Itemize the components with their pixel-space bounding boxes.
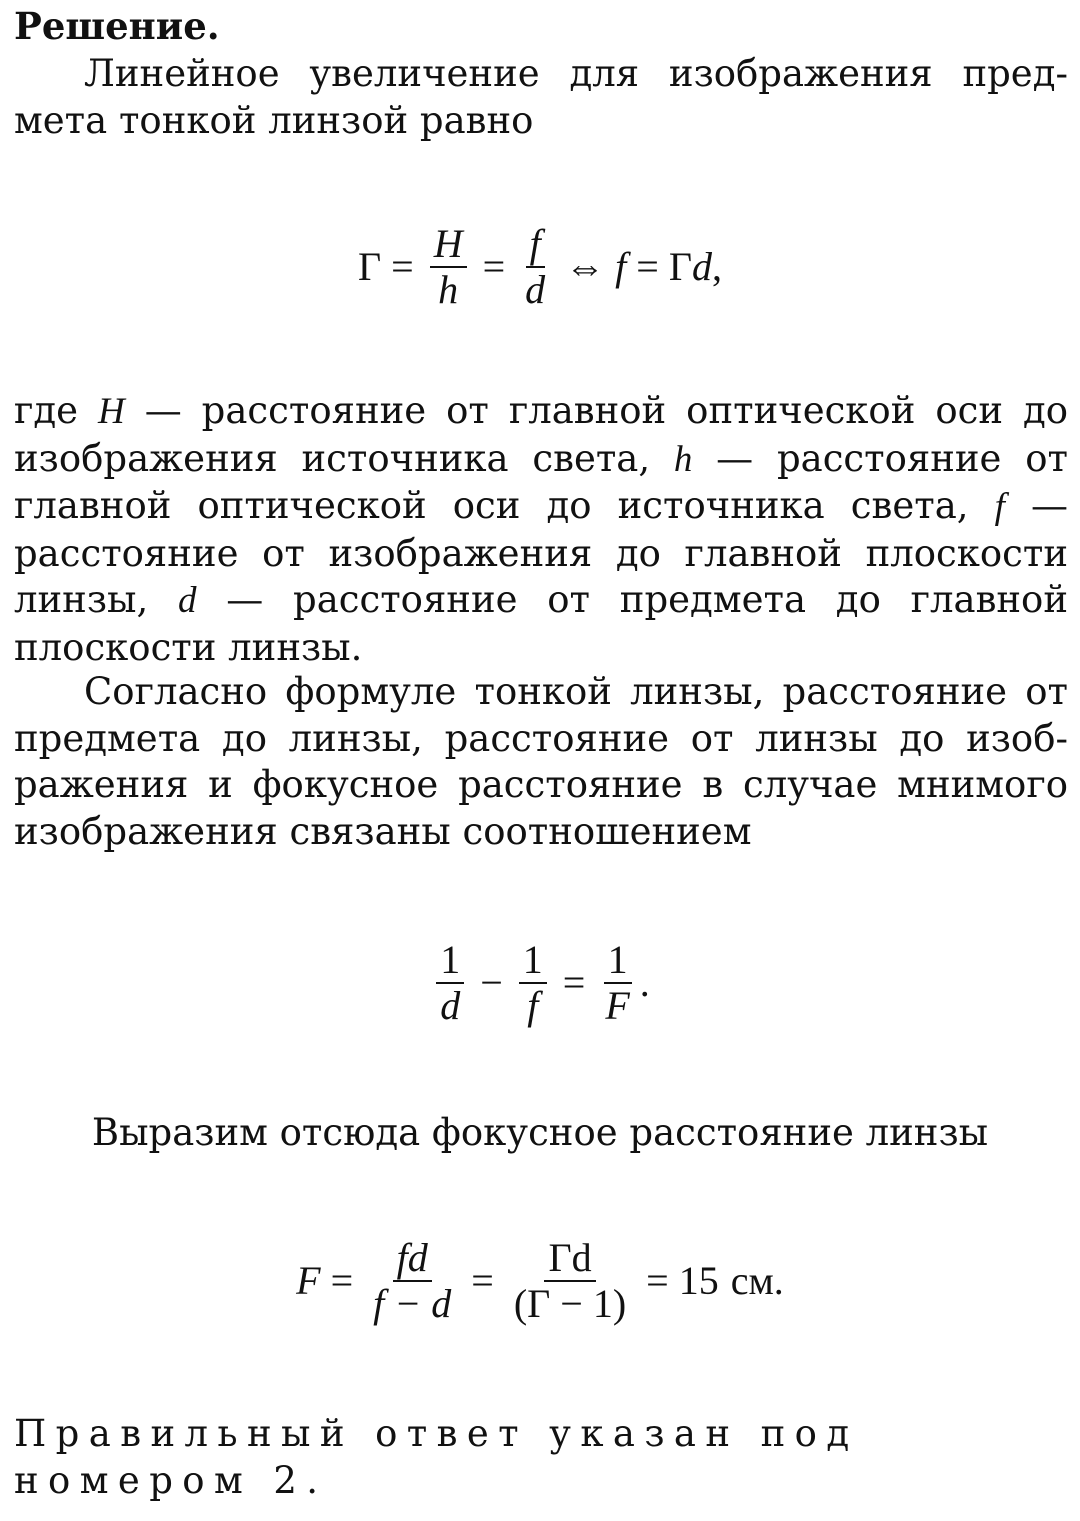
var-f: f <box>615 244 627 289</box>
gamma-symbol: Γ <box>358 244 382 289</box>
equals-sign: = <box>636 244 659 289</box>
var-d: d <box>177 580 197 621</box>
numerator-one: 1 <box>436 938 464 984</box>
paragraph-definitions <box>14 388 1068 671</box>
paragraph-express-focal: Выразим отсюда фокусное расстояние линзы <box>91 1111 989 1154</box>
denominator-h: h <box>438 267 459 312</box>
equals-sign: = <box>330 1258 354 1303</box>
solution-heading: Решение. <box>14 4 220 48</box>
var-H: H <box>98 391 125 432</box>
gamma-symbol: Γ <box>668 244 692 289</box>
numerator-one: 1 <box>519 938 547 984</box>
paragraph-magnification: Линейное увеличение для изображения пред-мета тонкой линзой равно <box>14 52 1068 142</box>
text-segment: — расстояние от предмета до главной плоскости линзы. <box>14 578 1068 669</box>
formula-focal-length <box>0 1236 1080 1326</box>
numerator-H: H <box>430 222 467 268</box>
var-f: f <box>994 486 1005 527</box>
paragraph-thin-lens: Согласно формуле тонкой линзы, расстояние от предмета до линзы, расстояние от линзы до изоб-ражения и фокусное расстояние в случае мнимого изображения связаны соотношением <box>14 670 1068 853</box>
denominator-gamma-minus-1: (Γ − 1) <box>513 1281 627 1326</box>
fraction-gamma-d-over-gamma-minus-1 <box>510 1236 630 1326</box>
numerator-f: f <box>526 222 545 268</box>
text-segment: — расстояние от изображения до главной плоскости линзы, <box>14 484 1069 621</box>
denominator-d: d <box>525 267 546 312</box>
numerator-gamma-d: Γd <box>544 1236 595 1282</box>
result-unit: см. <box>730 1258 784 1303</box>
period: . <box>639 960 650 1005</box>
answer-line: Правильный ответ указан под номером 2. <box>14 1412 859 1502</box>
text-segment: где <box>14 389 99 432</box>
text-segment: — расстояние от главной оптической оси до источника света, <box>14 436 1068 527</box>
numerator-fd: fd <box>393 1236 432 1282</box>
denominator-d: d <box>440 983 461 1028</box>
equals-sign: = <box>471 1258 494 1303</box>
fraction-1-over-d <box>436 938 464 1028</box>
numerator-one: 1 <box>604 938 632 984</box>
var-F: F <box>296 1258 321 1303</box>
fraction-1-over-f <box>519 938 547 1028</box>
equals-sign: = <box>391 244 414 289</box>
denominator-F: F <box>605 983 630 1028</box>
formula-magnification <box>0 222 1080 312</box>
result-value: 15 <box>678 1258 719 1303</box>
equals-sign: = <box>562 960 586 1005</box>
equals-sign: = <box>482 244 506 289</box>
var-d: d <box>691 244 712 289</box>
formula-thin-lens <box>0 938 1080 1028</box>
minus-sign: − <box>480 960 503 1005</box>
fraction-1-over-F <box>601 938 633 1028</box>
equals-sign: = <box>646 1258 669 1303</box>
denominator-f: f <box>527 983 539 1028</box>
fraction-H-over-h <box>430 222 467 312</box>
fraction-f-over-d <box>521 222 549 312</box>
denominator-f-minus-d: f − d <box>373 1281 452 1326</box>
fraction-fd-over-f-minus-d <box>369 1236 455 1326</box>
iff-symbol: ⇔ <box>565 244 606 289</box>
var-h: h <box>673 438 693 480</box>
text-segment: — расстояние от главной оптической оси до изображения источника света, <box>14 389 1069 480</box>
comma: , <box>711 244 722 289</box>
